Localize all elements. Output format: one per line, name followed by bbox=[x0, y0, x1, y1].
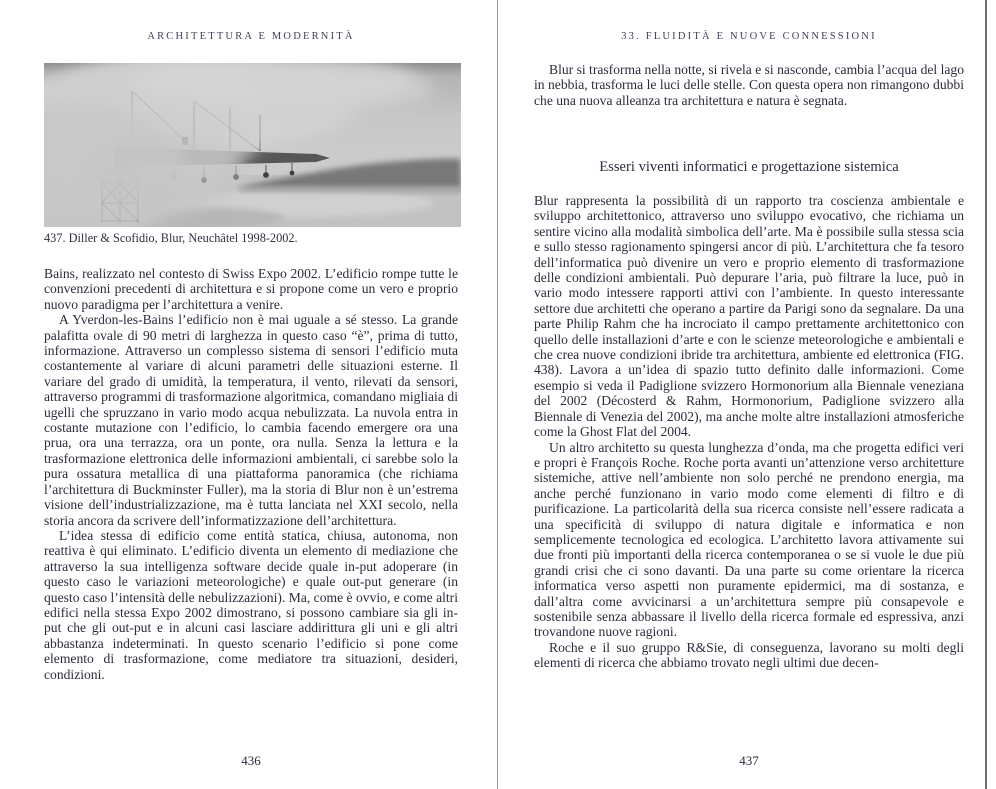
body-paragraph: Blur si trasforma nella notte, si rivela e si nasconde, cambia l’acqua del lago in nebbia, trasforma le luci delle stelle. Con questa opera non rimangono dubbi che una nuova alleanza tra architettura e natura è segnata. bbox=[534, 62, 964, 108]
blur-building-photo bbox=[44, 63, 461, 227]
page-number-right: 437 bbox=[739, 753, 759, 768]
page-gutter-line bbox=[497, 0, 498, 789]
right-body-top bbox=[534, 62, 964, 108]
section-heading: Esseri viventi informatici e progettazione sistemica bbox=[599, 159, 899, 175]
body-paragraph: Bains, realizzato nel contesto di Swiss Expo 2002. L’edificio rompe tutte le convenzioni precedenti di architettura e si propone come un vero e proprio nuovo paradigma per l’architettura a venire. bbox=[44, 266, 458, 312]
page-number-left: 436 bbox=[241, 753, 261, 768]
right-body-column bbox=[534, 193, 964, 671]
body-paragraph: Blur rappresenta la possibilità di un rapporto tra coscienza ambientale e sviluppo architettonico, attraverso uno sviluppo evocativo, che richiama un sentire vicino alla modalità simbolica dell’arte. Ma è possibile sulla stessa scia e sullo stesso ragionamento spingersi ancor di più. L’architettura che fa tesoro dell’informatica può divenire un vero e proprio elemento di trasformazione delle condizioni ambientali. Può depurare l’aria, può filtrare la luce, può in vario modo intessere rapporti attivi con l’ambiente. In questo interessante settore due architetti che operano a partire da Parigi sono da segnalare. Da una parte Philip Rahm che ha incrociato il campo prettamente architettonico con quello delle installazioni d’arte e con le scienze meteorologiche e ambientali e che crea nuove condizioni ibride tra architettura, ambiente ed elettronica (FIG. 438). Lavora a un’idea di spazio tutto definito dalle informazioni. Come esempio si veda il Padiglione svizzero Hormonorium alla Biennale veneziana del 2002 (Décosterd & Rahm, Hormonorium, Padiglione svizzero alla Biennale di Venezia del 2002), ma anche molte altre installazioni atmosferiche come la Ghost Flat del 2004. bbox=[534, 193, 964, 440]
running-head-right: 33. FLUIDITÀ E NUOVE CONNESSIONI bbox=[621, 31, 877, 42]
running-head-left: ARCHITETTURA E MODERNITÀ bbox=[147, 31, 355, 42]
body-paragraph: Un altro architetto su questa lunghezza d’onda, ma che progetta edifici veri e propri è François Roche. Roche porta avanti un’attenzione verso architetture sistemiche, attive nell’ambiente non solo perché ne prendono energia, ma anche perché funzionano in vario modo come elementi di filtro e di purificazione. La particolarità della sua ricerca consiste nell’essere radicata a una specificità di sviluppo di natura digitale e informatica e non semplicemente tecnologica ed ecologica. L’architetto lavora attivamente sui due fronti più importanti della ricerca contemporanea o se si vuole le due più grandi crisi che ci sono davanti. Da una parte su come orientare la ricerca informatica verso aspetti non puramente epidermici, ma di sostanza, e dall’altra come avvicinarsi a un’architettura sempre più consapevole e sostenibile senza abbassare il livello della ricerca formale ed espressiva, anzi trovandone nuove ragioni. bbox=[534, 439, 964, 640]
body-paragraph: A Yverdon-les-Bains l’edificio non è mai uguale a sé stesso. La grande palafitta ovale di 90 metri di larghezza in questo caso “è”, prima di tutto, informazione. Attraverso un complesso sistema di sensori l’edificio muta costantemente al variare di alcuni parametri delle situazioni esterne. Il variare del grado di umidità, la temperatura, il vento, rilevati da sensori, attraverso programmi di trasformazione algoritmica, comandano migliaia di ugelli che spruzzano in vario modo acqua nebulizzata. La nuvola entra in costante mutazione con l’edificio, lo cambia facendo emergere ora una prua, ora una terrazza, ora un ponte, ora nulla. Senza la lettura e la trasformazione elettronica delle informazioni ambientali, ci sarebbe solo la pura ossatura metallica di una piattaforma panoramica (che richiama l’architettura di Buckminster Fuller), ma la storia di Blur non è un’estrema visione dell’industrializzazione, ma è tutta lanciata nel XXI secolo, nella storia ancora da scrivere dell’informatizzazione dell’architettura. bbox=[44, 312, 458, 528]
right-page bbox=[498, 0, 996, 789]
body-paragraph: Roche e il suo gruppo R&Sie, di conseguenza, lavorano su molti degli elementi di ricerca che abbiamo trovato negli ultimi due decen- bbox=[534, 639, 964, 671]
page-edge-line bbox=[985, 0, 987, 789]
left-body-column bbox=[44, 266, 458, 682]
body-paragraph: L’idea stessa di edificio come entità statica, chiusa, autonoma, non reattiva è qui eliminato. L’edificio diventa un elemento di mediazione che attraverso la sua intelligenza software decide quale in-put adoperare (in questo caso le variazioni meteorologiche) e quale out-put generare (in questo caso l’intensità delle nebulizzazioni). Ma, come è ovvio, e come altri edifici nella stessa Expo 2002 dimostrano, si possono cambiare sia gli in-put che gli out-put e in alcuni casi lasciare addirittura gli uni e gli altri abbastanza indeterminati. In questo scenario l’edificio si pone come elemento di trasformazione, come mediatore tra situazioni, desideri, condizioni. bbox=[44, 527, 458, 682]
figure-caption: 437. Diller & Scofidio, Blur, Neuchâtel 1998-2002. bbox=[44, 231, 298, 245]
